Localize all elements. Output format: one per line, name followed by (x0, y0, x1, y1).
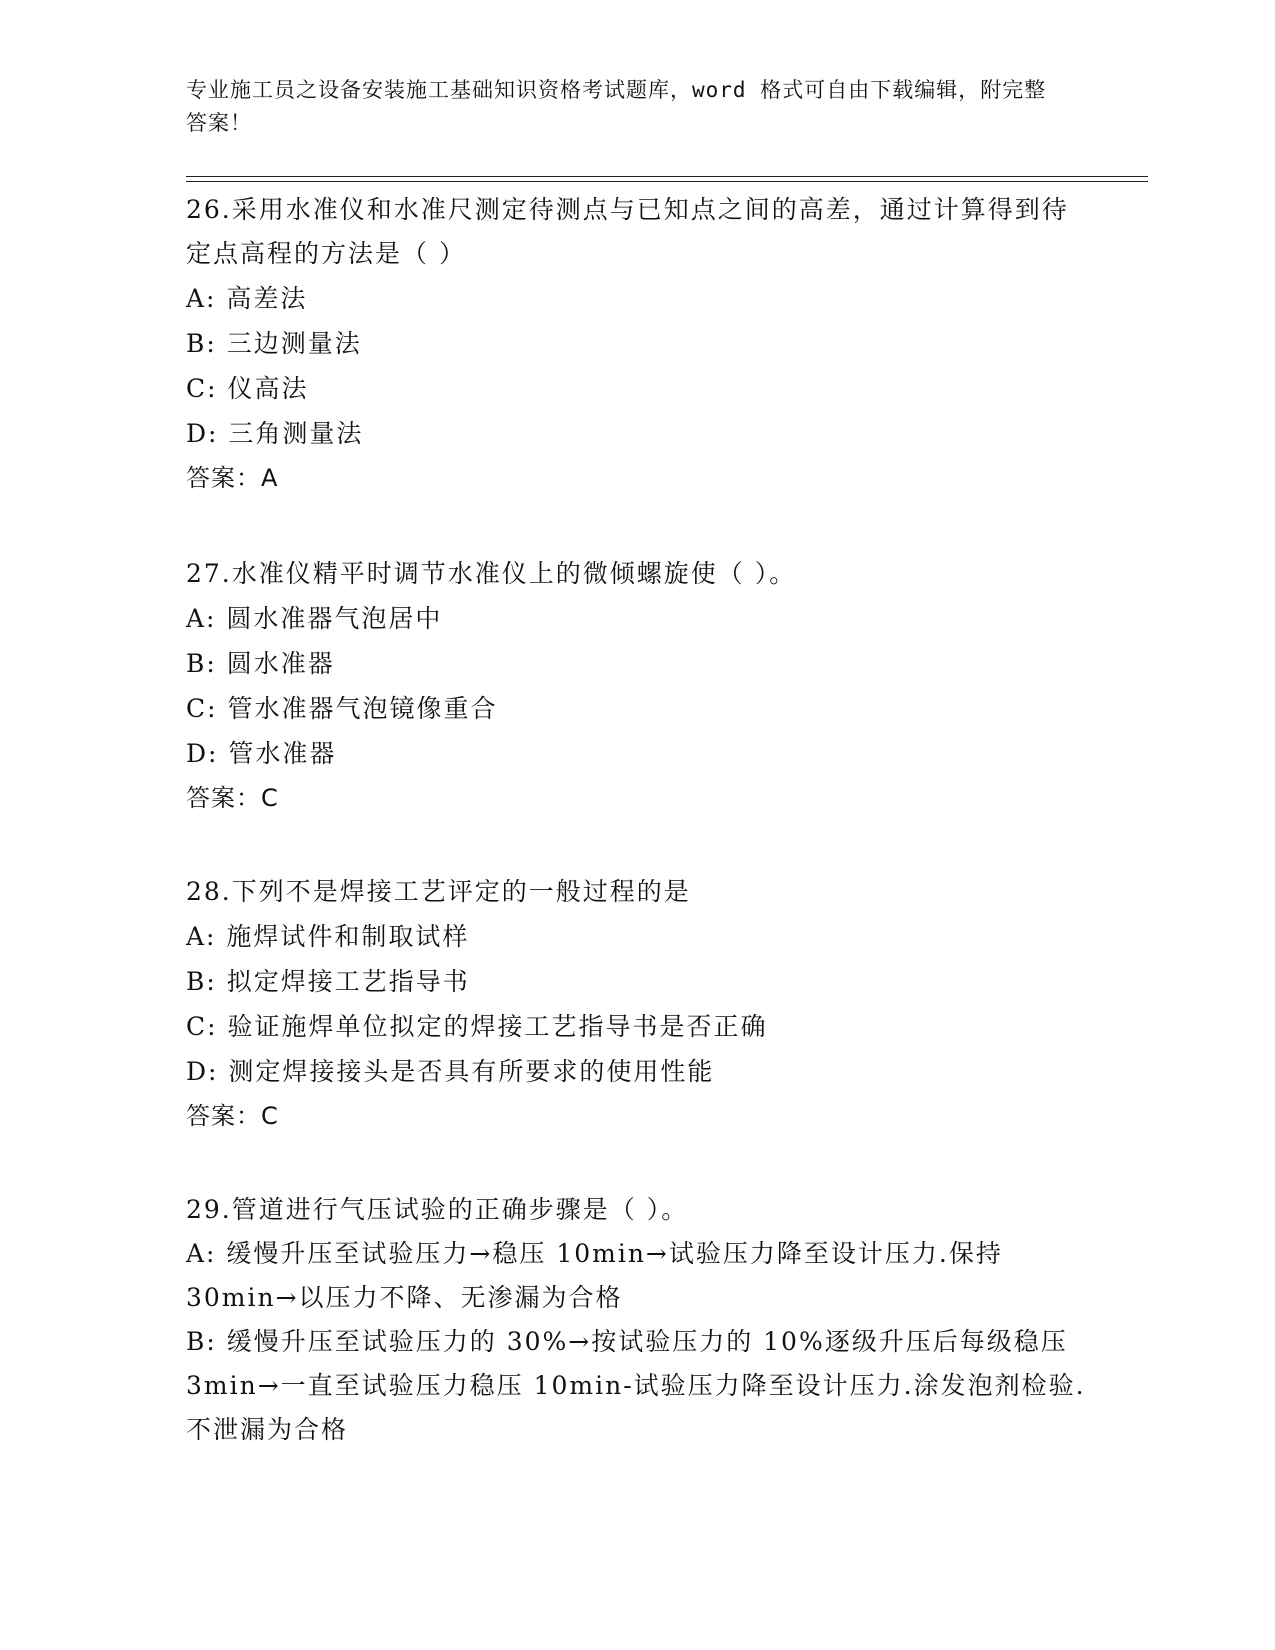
header-divider-bottom (186, 181, 1148, 182)
question-28 (186, 870, 1086, 1139)
question-stem: 26.采用水准仪和水准尺测定待测点与已知点之间的高差，通过计算得到待定点高程的方法是（ ） (186, 195, 1069, 268)
option-a: A: 高差法 (186, 284, 308, 313)
answer-line: 答案：C (186, 1102, 279, 1130)
option-d: D: 管水准器 (186, 739, 337, 768)
option-d: D: 三角测量法 (186, 419, 364, 448)
question-stem: 29.管道进行气压试验的正确步骤是（ ）。 (186, 1195, 689, 1224)
option-c: C: 管水准器气泡镜像重合 (186, 694, 498, 723)
option-b: B: 三边测量法 (186, 329, 362, 358)
option-a: A: 缓慢升压至试验压力→稳压 10min→试验压力降至设计压力.保持30min→以压力不降、无渗漏为合格 (186, 1239, 1003, 1312)
question-29 (186, 1188, 1086, 1452)
option-b: B: 圆水准器 (186, 649, 335, 678)
answer-line: 答案：C (186, 784, 279, 812)
document-header: 专业施工员之设备安装施工基础知识资格考试题库，word 格式可自由下载编辑，附完整答案！ (186, 78, 1047, 135)
question-stem: 28.下列不是焊接工艺评定的一般过程的是 (186, 877, 691, 906)
option-d: D: 测定焊接接头是否具有所要求的使用性能 (186, 1057, 715, 1086)
option-a: A: 圆水准器气泡居中 (186, 604, 443, 633)
header-divider-top (186, 176, 1148, 177)
answer-line: 答案：A (186, 464, 279, 492)
option-b: B: 拟定焊接工艺指导书 (186, 967, 470, 996)
question-27 (186, 552, 1086, 821)
option-c: C: 验证施焊单位拟定的焊接工艺指导书是否正确 (186, 1012, 768, 1041)
option-c: C: 仪高法 (186, 374, 309, 403)
question-26 (186, 188, 1086, 501)
option-a: A: 施焊试件和制取试样 (186, 922, 470, 951)
option-b: B: 缓慢升压至试验压力的 30%→按试验压力的 10%逐级升压后每级稳压 3min→一直至试验压力稳压 10min-试验压力降至设计压力.涂发泡剂检验.不泄漏为合格 (186, 1327, 1086, 1444)
question-stem: 27.水准仪精平时调节水准仪上的微倾螺旋使（ ）。 (186, 559, 797, 588)
